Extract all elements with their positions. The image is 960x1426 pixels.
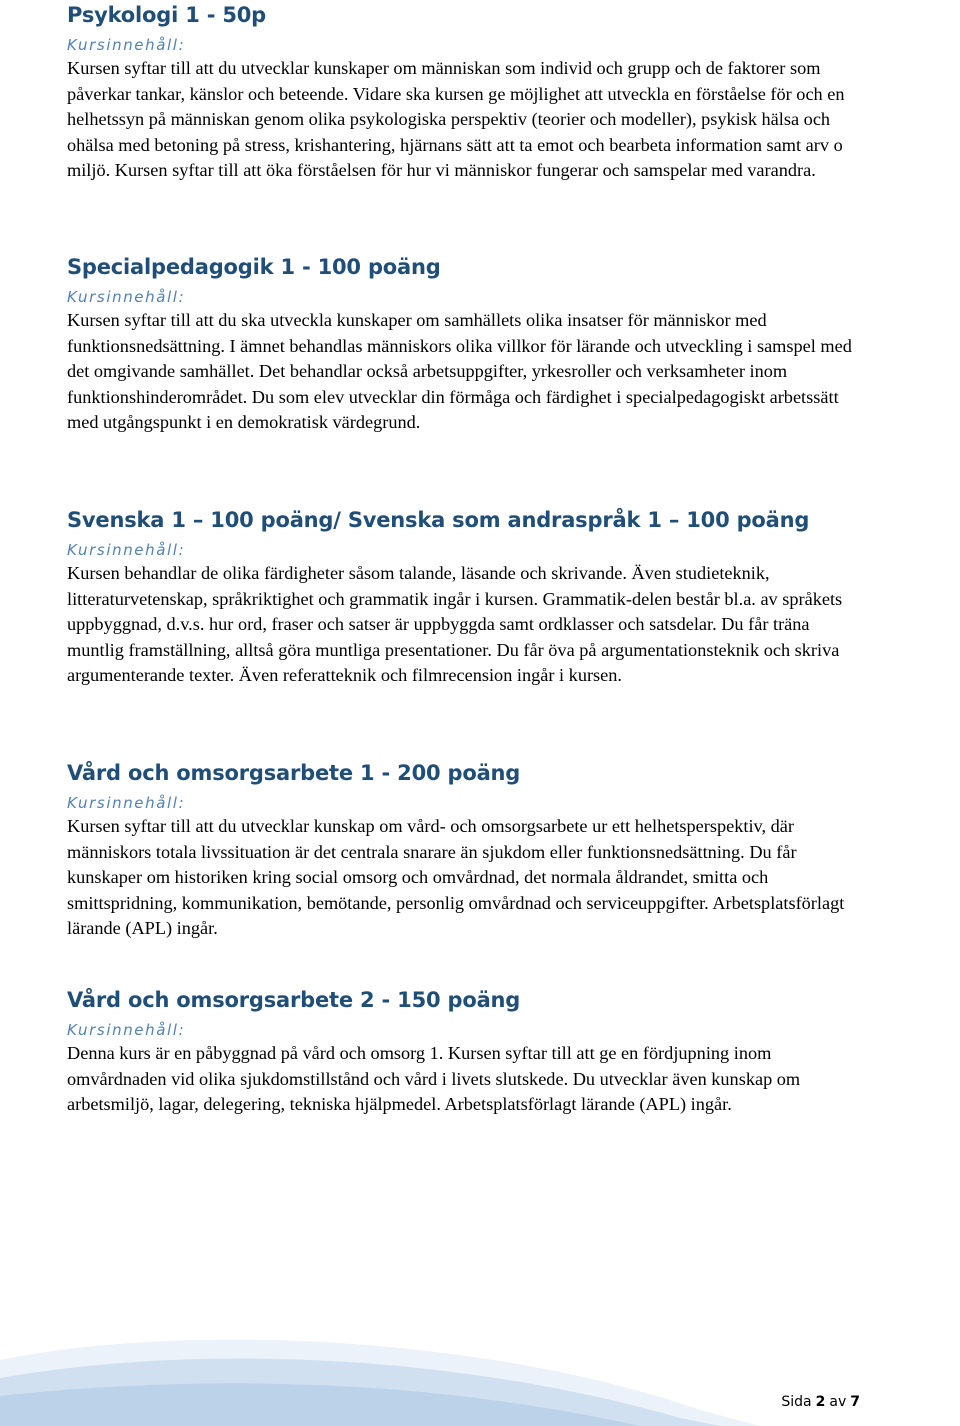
course-vard-omsorg-2 (67, 985, 867, 1118)
course-description: Kursen behandlar de olika färdigheter såsom talande, läsande och skrivande. Även studieteknik, litteraturvetenskap, språkriktighet och grammatik ingår i kursen. Grammatik-delen består bl.a. av språkets uppbyggnad, d.v.s. hur ord, fraser och satser är uppbyggda samt ordklasser och satsdelar. Du får träna muntlig framställning, alltså göra muntliga presentationer. Du får öva på argumentationsteknik och skriva argumenterande texter. Även referatteknik och filmrecension ingår i kursen. (67, 563, 843, 685)
course-content-label: Kursinnehåll: (67, 1021, 186, 1039)
course-specialpedagogik (67, 252, 867, 436)
course-description: Kursen syftar till att du utvecklar kunskaper om människan som individ och grupp och de faktorer som påverkar tankar, känslor och beteende. Vidare ska kursen ge möjlighet att utveckla en förståelse för och en helhetssyn på människan genom olika psykologiska perspektiv (teorier och modeller), psykisk hälsa och ohälsa med betoning på stress, krishantering, hjärnans sätt att ta emot och bearbeta information samt arv o miljö. Kursen syftar till att öka förståelsen för hur vi människor fungerar och samspelar med varandra. (67, 58, 845, 180)
course-content-label: Kursinnehåll: (67, 36, 186, 54)
course-description: Kursen syftar till att du ska utveckla kunskaper om samhällets olika insatser för människor med funktionsnedsättning. I ämnet behandlas människors olika villkor för lärande och utveckling i samspel med det omgivande samhället. Det behandlar också arbetsuppgifter, yrkesroller och verksamheter inom funktionshinderområdet. Du som elev utvecklar din förmåga och färdighet i specialpedagogiskt arbetssätt med utgångspunkt i en demokratisk värdegrund. (67, 310, 852, 432)
course-content-label: Kursinnehåll: (67, 288, 186, 306)
footer-page-total: 7 (850, 1394, 860, 1410)
footer-prefix: Sida (781, 1394, 812, 1410)
course-description: Kursen syftar till att du utvecklar kunskap om vård- och omsorgsarbete ur ett helhetsperspektiv, där människors totala livssituation är det centrala snarare än sjukdom eller funktionsnedsättning. Du får kunskaper om historiken kring social omsorg och omvårdnad, det normala åldrandet, smitta och smittspridning, kommunikation, bemötande, personlig omvårdnad och serviceuppgifter. Arbetsplatsförlagt lärande (APL) ingår. (67, 816, 845, 938)
course-title: Vård och omsorgsarbete 1 - 200 poäng (67, 761, 521, 785)
course-title: Vård och omsorgsarbete 2 - 150 poäng (67, 988, 521, 1012)
course-title: Psykologi 1 - 50p (67, 3, 267, 27)
course-content-label: Kursinnehåll: (67, 794, 186, 812)
course-content-label: Kursinnehåll: (67, 541, 186, 559)
course-svenska (67, 505, 867, 689)
course-description: Denna kurs är en påbyggnad på vård och omsorg 1. Kursen syftar till att ge en fördjupning inom omvårdnaden vid olika sjukdomstillstånd och vård i livets slutskede. Du utvecklar även kunskap om arbetsmiljö, lagar, delegering, tekniska hjälpmedel. Arbetsplatsförlagt lärande (APL) ingår. (67, 1043, 801, 1114)
page-footer (781, 1394, 860, 1410)
course-vard-omsorg-1 (67, 758, 867, 942)
footer-page-number: 2 (815, 1394, 826, 1410)
course-psykologi (67, 0, 867, 184)
course-title: Svenska 1 – 100 poäng/ Svenska som andraspråk 1 – 100 poäng (67, 508, 810, 532)
course-title: Specialpedagogik 1 - 100 poäng (67, 255, 441, 279)
footer-separator: av (829, 1394, 847, 1410)
